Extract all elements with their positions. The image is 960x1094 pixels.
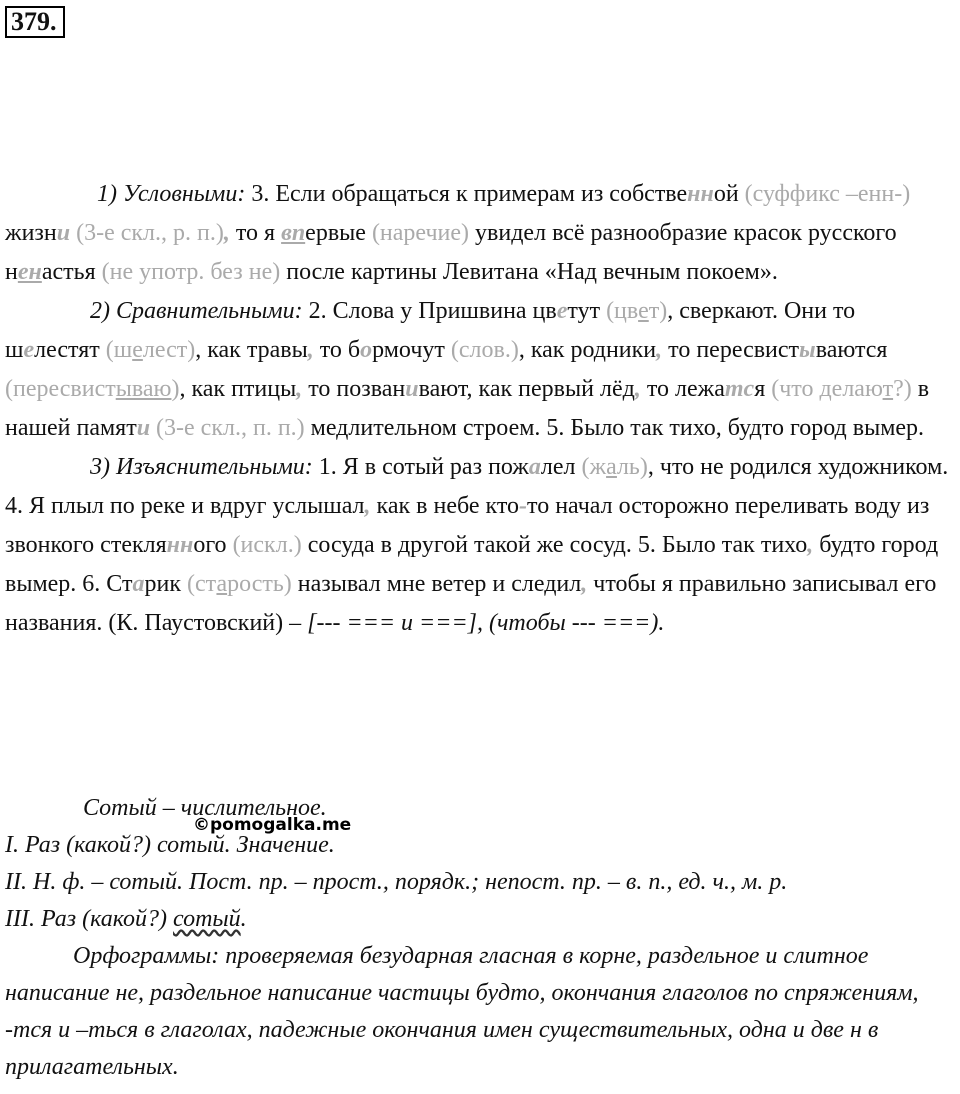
note: (пересвист xyxy=(5,376,116,402)
exercise-number: 379. xyxy=(5,6,65,38)
text: ваются xyxy=(815,337,888,363)
note: ) xyxy=(171,376,180,402)
note: (цв xyxy=(606,298,639,324)
paragraph-conditional xyxy=(5,175,955,292)
text: то б xyxy=(313,337,361,363)
spelling-mark: и xyxy=(136,415,151,441)
note: е xyxy=(132,337,143,363)
text: лел xyxy=(540,454,582,480)
note: (3-е скл., п. п.) xyxy=(150,415,305,441)
note: (наречие) xyxy=(371,220,470,246)
text: жизн xyxy=(5,220,57,246)
analysis-line-3 xyxy=(5,901,955,938)
text: . xyxy=(240,906,247,932)
note: а xyxy=(216,571,228,597)
paragraph-comparative xyxy=(5,292,955,448)
spelling-mark: е xyxy=(23,337,35,363)
note: (суффикс –енн-) xyxy=(744,181,911,207)
text: 3. Если обращаться к примерам из собстве xyxy=(245,181,688,207)
spelling-mark: ен xyxy=(17,259,42,285)
note: (ж xyxy=(581,454,607,480)
text: ой xyxy=(713,181,745,207)
text: , как птицы xyxy=(179,376,297,402)
note: (что делаю xyxy=(771,376,883,402)
punctuation-mark: , xyxy=(307,337,314,363)
word-analysis xyxy=(5,790,955,1086)
note: ываю xyxy=(115,376,172,402)
text: то начал осторожно переливать воду из звонкого стекля xyxy=(5,493,930,558)
sentence-scheme: [--- === и ===], (чтобы --- ===). xyxy=(307,610,665,636)
text: то позван xyxy=(302,376,406,402)
spelling-mark: е xyxy=(556,298,568,324)
spelling-mark: а xyxy=(528,454,541,480)
spelling-mark: о xyxy=(360,337,373,363)
text: то лежа xyxy=(640,376,725,402)
text: рик xyxy=(144,571,187,597)
note: е xyxy=(638,298,649,324)
text: медлительном строем. 5. Было так тихо, будто город вымер. xyxy=(304,415,925,441)
text: то пересвист xyxy=(662,337,800,363)
text: 1. Я в сотый раз пож xyxy=(312,454,529,480)
spelling-mark: вп xyxy=(281,220,306,246)
section-label: 2) Сравнительными: xyxy=(90,298,303,324)
text: увидел всё разнообразие красок русского н xyxy=(5,220,897,285)
text: рмочут xyxy=(372,337,451,363)
text: в нашей памят xyxy=(5,376,930,441)
text: ервые xyxy=(305,220,372,246)
punctuation-mark: , xyxy=(656,337,663,363)
note: лест) xyxy=(142,337,196,363)
punctuation-mark: , xyxy=(364,493,371,519)
text: как в небе кто xyxy=(370,493,520,519)
text: астья xyxy=(41,259,102,285)
note: рость) xyxy=(227,571,292,597)
spelling-mark: и xyxy=(405,376,419,402)
exercise-body xyxy=(5,175,955,643)
text: вают, как первый лёд xyxy=(418,376,635,402)
analysis-line-1: I. Раз (какой?) сотый. Значение. xyxy=(5,832,335,858)
note: т xyxy=(882,376,894,402)
orthograms-paragraph: Орфограммы: проверяемая безударная гласная в корне, раздельное и слитное написание не, раздельное написание частицы будто, окончания глаголов по спряжениям, -тся и –ться в глаголах, падежные окончания имен существительных, одна и две н в прилагательных. xyxy=(5,943,919,1080)
punctuation-mark: , xyxy=(581,571,588,597)
punctuation-mark: , xyxy=(223,220,230,246)
analysis-title: Сотый – числительное. xyxy=(83,795,327,821)
note: а xyxy=(606,454,617,480)
watermark: ©pomogalka.me xyxy=(193,815,352,835)
note: ?) xyxy=(893,376,912,402)
spelling-mark: тс xyxy=(724,376,755,402)
text: , как родники xyxy=(518,337,657,363)
text: чтобы я правильно записывал его названия. (К. Паустовский) – xyxy=(5,571,937,636)
text: III. Раз (какой?) xyxy=(5,906,174,932)
note: (ш xyxy=(105,337,133,363)
note: (ст xyxy=(187,571,217,597)
text: , как травы xyxy=(195,337,308,363)
text: , сверкают. Они то ш xyxy=(5,298,856,363)
paragraph-explanatory xyxy=(5,448,955,643)
note: т) xyxy=(648,298,668,324)
spelling-mark: и xyxy=(56,220,71,246)
text: называл мне ветер и следил xyxy=(291,571,582,597)
note: (слов.) xyxy=(450,337,519,363)
underlined-word: сотый xyxy=(173,906,241,932)
text: я xyxy=(754,376,772,402)
spelling-mark: ы xyxy=(799,337,816,363)
spelling-mark: а xyxy=(132,571,145,597)
text: то я xyxy=(229,220,282,246)
note: (3-е скл., р. п.) xyxy=(70,220,224,246)
text: после картины Левитана «Над вечным покоем». xyxy=(280,259,778,285)
text: ого xyxy=(193,532,233,558)
note: ль) xyxy=(616,454,648,480)
section-label: 3) Изъяснительными: xyxy=(90,454,313,480)
note: (не употр. без не) xyxy=(101,259,281,285)
text: лестят xyxy=(34,337,106,363)
text: будто город вымер. 6. Ст xyxy=(5,532,939,597)
punctuation-mark: , xyxy=(807,532,814,558)
spelling-mark: нн xyxy=(166,532,194,558)
spelling-mark: - xyxy=(519,493,528,519)
note: (искл.) xyxy=(232,532,302,558)
text: сосуда в другой такой же сосуд. 5. Было так тихо xyxy=(301,532,808,558)
text: , что не родился художником. 4. Я плыл по реке и вдруг услышал xyxy=(5,454,949,519)
text: тут xyxy=(567,298,607,324)
text: 2. Слова у Пришвина цв xyxy=(302,298,557,324)
punctuation-mark: , xyxy=(634,376,641,402)
spelling-mark: нн xyxy=(687,181,714,207)
analysis-line-2: II. Н. ф. – сотый. Пост. пр. – прост., порядк.; непост. пр. – в. п., ед. ч., м. р. xyxy=(5,869,788,895)
section-label: 1) Условными: xyxy=(97,181,246,207)
punctuation-mark: , xyxy=(296,376,303,402)
